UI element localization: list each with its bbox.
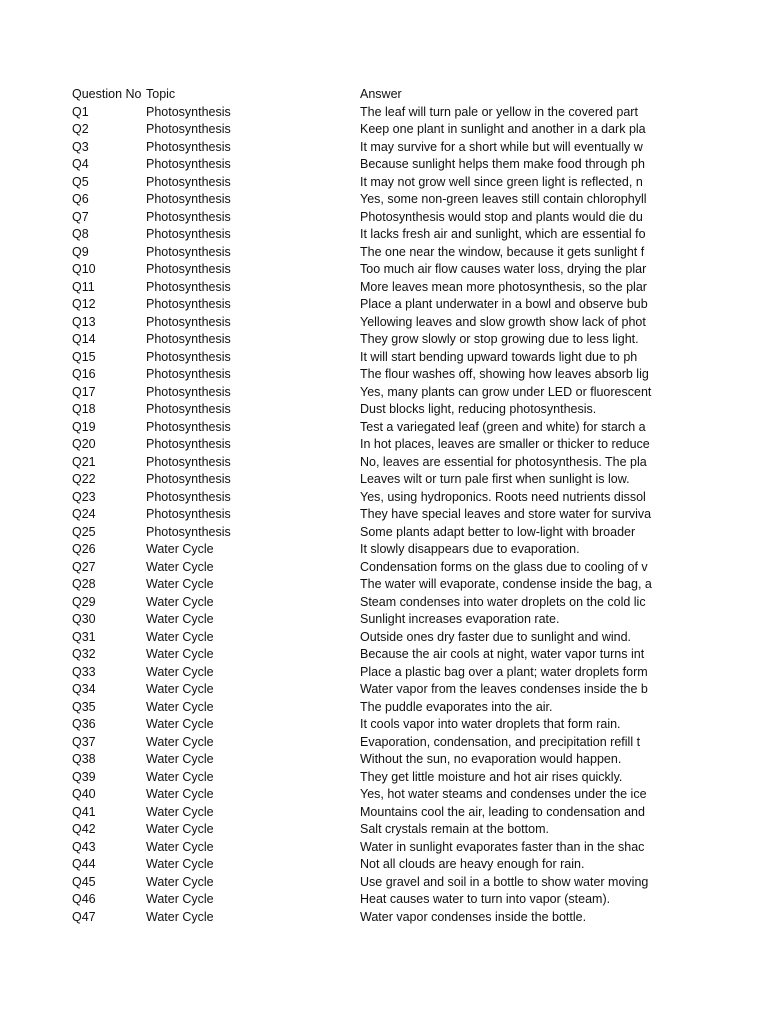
table-row <box>72 121 656 139</box>
answer-cell: Too much air flow causes water loss, drying the plar <box>360 262 647 276</box>
question-number-cell: Q28 <box>72 577 96 591</box>
topic-cell: Water Cycle <box>146 822 214 836</box>
table-row <box>72 366 656 384</box>
topic-cell: Photosynthesis <box>146 314 231 329</box>
topic-cell: Photosynthesis <box>146 454 231 469</box>
topic-cell: Water Cycle <box>146 594 214 609</box>
answer-cell: Sunlight increases evaporation rate. <box>360 612 560 626</box>
answer-cell: Leaves wilt or turn pale first when sunlight is low. <box>360 472 630 486</box>
question-number-cell: Q32 <box>72 647 96 661</box>
table-row <box>72 436 656 454</box>
question-number-cell: Q3 <box>72 139 89 154</box>
answer-cell: No, leaves are essential for photosynthesis. The pla <box>360 454 647 469</box>
topic-cell: Photosynthesis <box>146 332 231 346</box>
table-row <box>72 559 656 577</box>
question-number-cell: Q20 <box>72 437 96 451</box>
table-row <box>72 734 656 752</box>
table-row <box>72 314 656 332</box>
table-row <box>72 506 656 524</box>
answer-cell: Because the air cools at night, water vapor turns int <box>360 647 645 661</box>
question-number-cell: Q15 <box>72 349 96 364</box>
question-number-cell: Q22 <box>72 472 96 486</box>
table-row <box>72 454 656 472</box>
topic-cell: Water Cycle <box>146 682 214 696</box>
answer-cell: Without the sun, no evaporation would happen. <box>360 752 622 766</box>
table-row <box>72 524 656 542</box>
topic-cell: Photosynthesis <box>146 297 231 311</box>
header-answer: Answer <box>360 87 402 101</box>
topic-cell: Photosynthesis <box>146 209 231 224</box>
topic-cell: Water Cycle <box>146 892 214 906</box>
topic-cell: Photosynthesis <box>146 349 231 364</box>
question-number-cell: Q24 <box>72 507 96 521</box>
table-row <box>72 716 656 734</box>
answer-cell: Yes, hot water steams and condenses under the ice <box>360 787 647 801</box>
topic-cell: Water Cycle <box>146 629 214 644</box>
answer-cell: Yellowing leaves and slow growth show lack of phot <box>360 314 646 329</box>
header-row <box>72 86 656 104</box>
question-number-cell: Q39 <box>72 769 96 784</box>
table-row <box>72 821 656 839</box>
answer-cell: More leaves mean more photosynthesis, so the plar <box>360 279 647 294</box>
answer-cell: Place a plant underwater in a bowl and observe bub <box>360 297 648 311</box>
topic-cell: Photosynthesis <box>146 174 231 189</box>
answer-cell: It lacks fresh air and sunlight, which are essential fo <box>360 227 646 241</box>
table-row <box>72 401 656 419</box>
header-question-no: Question No <box>72 87 142 101</box>
question-number-cell: Q30 <box>72 612 96 626</box>
topic-cell: Water Cycle <box>146 804 214 819</box>
question-number-cell: Q26 <box>72 542 96 556</box>
question-number-cell: Q34 <box>72 682 96 696</box>
answer-cell: Heat causes water to turn into vapor (steam). <box>360 892 611 906</box>
question-number-cell: Q45 <box>72 874 96 889</box>
table-row <box>72 261 656 279</box>
question-number-cell: Q16 <box>72 367 96 381</box>
table-row <box>72 611 656 629</box>
answer-cell: Some plants adapt better to low-light with broader <box>360 524 636 539</box>
topic-cell: Photosynthesis <box>146 507 231 521</box>
topic-cell: Water Cycle <box>146 839 214 854</box>
topic-cell: Water Cycle <box>146 752 214 766</box>
question-number-cell: Q37 <box>72 734 96 749</box>
topic-cell: Photosynthesis <box>146 472 231 486</box>
table-row <box>72 139 656 157</box>
table-row <box>72 839 656 857</box>
question-number-cell: Q23 <box>72 489 96 504</box>
table-row <box>72 296 656 314</box>
question-answer-table <box>72 86 656 926</box>
answer-cell: It cools vapor into water droplets that form rain. <box>360 717 621 731</box>
question-number-cell: Q13 <box>72 314 96 329</box>
topic-cell: Water Cycle <box>146 874 214 889</box>
header-topic: Topic <box>146 87 176 101</box>
table-body <box>72 104 656 927</box>
answer-cell: Water vapor condenses inside the bottle. <box>360 909 587 924</box>
answer-cell: It may survive for a short while but will eventually w <box>360 139 643 154</box>
table-row <box>72 191 656 209</box>
table-row <box>72 104 656 122</box>
question-number-cell: Q11 <box>72 279 95 294</box>
question-number-cell: Q41 <box>72 804 96 819</box>
topic-cell: Photosynthesis <box>146 489 231 504</box>
question-number-cell: Q21 <box>72 454 96 469</box>
topic-cell: Water Cycle <box>146 612 214 626</box>
question-number-cell: Q31 <box>72 629 96 644</box>
question-number-cell: Q19 <box>72 419 96 434</box>
table-row <box>72 174 656 192</box>
topic-cell: Photosynthesis <box>146 402 231 416</box>
table-row <box>72 576 656 594</box>
table-row <box>72 769 656 787</box>
topic-cell: Photosynthesis <box>146 384 231 399</box>
topic-cell: Photosynthesis <box>146 419 231 434</box>
topic-cell: Water Cycle <box>146 647 214 661</box>
table-row <box>72 209 656 227</box>
table-row <box>72 156 656 174</box>
answer-cell: Yes, using hydroponics. Roots need nutrients dissol <box>360 489 646 504</box>
table-row <box>72 891 656 909</box>
question-number-cell: Q25 <box>72 524 96 539</box>
table-row <box>72 646 656 664</box>
answer-cell: Water vapor from the leaves condenses inside the b <box>360 682 648 696</box>
answer-cell: Water in sunlight evaporates faster than in the shac <box>360 839 645 854</box>
answer-cell: Salt crystals remain at the bottom. <box>360 822 549 836</box>
question-number-cell: Q14 <box>72 332 96 346</box>
table-row <box>72 909 656 927</box>
table-row <box>72 804 656 822</box>
table-row <box>72 331 656 349</box>
question-number-cell: Q43 <box>72 839 96 854</box>
answer-cell: The flour washes off, showing how leaves absorb lig <box>360 367 649 381</box>
table-row <box>72 751 656 769</box>
topic-cell: Water Cycle <box>146 577 214 591</box>
answer-cell: The water will evaporate, condense inside the bag, a <box>360 577 652 591</box>
table-row <box>72 279 656 297</box>
question-number-cell: Q5 <box>72 174 89 189</box>
topic-cell: Photosynthesis <box>146 524 231 539</box>
question-number-cell: Q44 <box>72 857 96 871</box>
topic-cell: Water Cycle <box>146 734 214 749</box>
answer-cell: They get little moisture and hot air rises quickly. <box>360 769 623 784</box>
question-number-cell: Q40 <box>72 787 96 801</box>
topic-cell: Photosynthesis <box>146 279 231 294</box>
topic-cell: Water Cycle <box>146 857 214 871</box>
answer-cell: They have special leaves and store water for surviva <box>360 507 652 521</box>
answer-cell: Photosynthesis would stop and plants would die du <box>360 209 643 224</box>
answer-cell: Keep one plant in sunlight and another in a dark pla <box>360 122 646 136</box>
table-row <box>72 349 656 367</box>
topic-cell: Photosynthesis <box>146 437 231 451</box>
question-number-cell: Q47 <box>72 909 96 924</box>
table-row <box>72 244 656 262</box>
topic-cell: Photosynthesis <box>146 244 231 259</box>
answer-cell: It slowly disappears due to evaporation. <box>360 542 580 556</box>
table-row <box>72 681 656 699</box>
question-number-cell: Q8 <box>72 227 89 241</box>
table-row <box>72 786 656 804</box>
question-number-cell: Q9 <box>72 244 89 259</box>
answer-cell: Test a variegated leaf (green and white) for starch a <box>360 419 646 434</box>
answer-cell: Mountains cool the air, leading to condensation and <box>360 804 645 819</box>
answer-cell: Not all clouds are heavy enough for rain. <box>360 857 585 871</box>
topic-cell: Water Cycle <box>146 717 214 731</box>
table-row <box>72 226 656 244</box>
question-number-cell: Q18 <box>72 402 96 416</box>
topic-cell: Photosynthesis <box>146 104 231 119</box>
question-number-cell: Q42 <box>72 822 96 836</box>
answer-cell: The leaf will turn pale or yellow in the covered part <box>360 104 638 119</box>
table-row <box>72 629 656 647</box>
answer-cell: Evaporation, condensation, and precipitation refill t <box>360 734 641 749</box>
topic-cell: Water Cycle <box>146 664 214 679</box>
topic-cell: Photosynthesis <box>146 157 231 171</box>
topic-cell: Water Cycle <box>146 542 214 556</box>
table-row <box>72 874 656 892</box>
topic-cell: Photosynthesis <box>146 192 231 206</box>
table-row <box>72 594 656 612</box>
answer-cell: Outside ones dry faster due to sunlight and wind. <box>360 629 631 644</box>
question-number-cell: Q27 <box>72 559 96 574</box>
answer-cell: Because sunlight helps them make food through ph <box>360 157 645 171</box>
answer-cell: Yes, many plants can grow under LED or fluorescent <box>360 384 652 399</box>
question-number-cell: Q12 <box>72 297 96 311</box>
question-number-cell: Q29 <box>72 594 96 609</box>
topic-cell: Photosynthesis <box>146 367 231 381</box>
table-row <box>72 419 656 437</box>
answer-cell: Yes, some non-green leaves still contain chlorophyll <box>360 192 647 206</box>
table-row <box>72 489 656 507</box>
question-number-cell: Q10 <box>72 262 96 276</box>
answer-cell: Place a plastic bag over a plant; water droplets form <box>360 664 648 679</box>
topic-cell: Photosynthesis <box>146 262 231 276</box>
answer-cell: They grow slowly or stop growing due to less light. <box>360 332 639 346</box>
table-row <box>72 664 656 682</box>
topic-cell: Water Cycle <box>146 787 214 801</box>
question-number-cell: Q17 <box>72 384 96 399</box>
question-number-cell: Q38 <box>72 752 96 766</box>
answer-cell: Dust blocks light, reducing photosynthesis. <box>360 402 597 416</box>
question-number-cell: Q7 <box>72 209 89 224</box>
question-number-cell: Q1 <box>72 104 89 119</box>
question-number-cell: Q36 <box>72 717 96 731</box>
answer-cell: Condensation forms on the glass due to cooling of v <box>360 559 648 574</box>
topic-cell: Water Cycle <box>146 769 214 784</box>
topic-cell: Photosynthesis <box>146 122 231 136</box>
question-number-cell: Q33 <box>72 664 96 679</box>
question-number-cell: Q2 <box>72 122 89 136</box>
question-number-cell: Q4 <box>72 157 89 171</box>
question-number-cell: Q46 <box>72 892 96 906</box>
topic-cell: Water Cycle <box>146 909 214 924</box>
answer-cell: It may not grow well since green light is reflected, n <box>360 174 643 189</box>
table-row <box>72 541 656 559</box>
answer-cell: The puddle evaporates into the air. <box>360 699 553 714</box>
answer-cell: The one near the window, because it gets sunlight f <box>360 244 645 259</box>
table-row <box>72 699 656 717</box>
question-number-cell: Q35 <box>72 699 96 714</box>
table-row <box>72 856 656 874</box>
topic-cell: Water Cycle <box>146 559 214 574</box>
table-row <box>72 471 656 489</box>
answer-cell: Steam condenses into water droplets on the cold lic <box>360 594 646 609</box>
answer-cell: Use gravel and soil in a bottle to show water moving <box>360 874 649 889</box>
table-row <box>72 384 656 402</box>
answer-cell: In hot places, leaves are smaller or thicker to reduce <box>360 437 650 451</box>
topic-cell: Photosynthesis <box>146 139 231 154</box>
topic-cell: Water Cycle <box>146 699 214 714</box>
question-number-cell: Q6 <box>72 192 89 206</box>
topic-cell: Photosynthesis <box>146 227 231 241</box>
answer-cell: It will start bending upward towards light due to ph <box>360 349 638 364</box>
